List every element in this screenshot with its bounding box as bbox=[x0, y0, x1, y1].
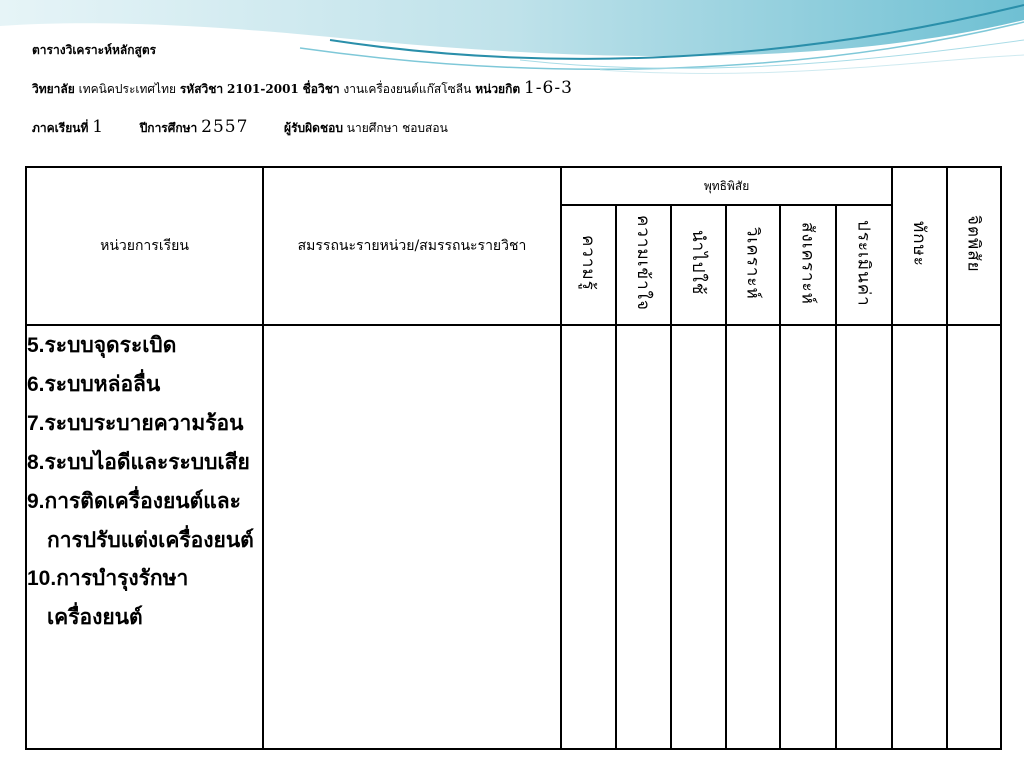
cell-application bbox=[671, 325, 726, 749]
cell-synthesis bbox=[780, 325, 836, 749]
college-label: วิทยาลัย bbox=[32, 82, 75, 96]
list-item: 10.การบำรุงรักษาเครื่องยนต์ bbox=[27, 566, 189, 629]
semester-label: ภาคเรียนที่ bbox=[32, 121, 89, 135]
header-cognitive-domain: พุทธิพิสัย bbox=[561, 167, 892, 205]
list-item: 5.ระบบจุดระเบิด bbox=[27, 333, 177, 357]
list-item: 8.ระบบไอดีและระบบเสีย bbox=[27, 450, 250, 474]
list-item: 9.การติดเครื่องยนต์และการปรับแต่งเครื่องยนต์ bbox=[27, 489, 254, 552]
units-cell bbox=[26, 325, 263, 749]
college-value: เทคนิคประเทศไทย bbox=[78, 82, 177, 96]
subject-label: ชื่อวิชา bbox=[302, 82, 340, 96]
header-sub-application: นำไปใช้ bbox=[671, 205, 726, 325]
cell-understanding bbox=[616, 325, 671, 749]
year-label: ปีการศึกษา bbox=[139, 121, 198, 135]
header-sub-understanding: ความเข้าใจ bbox=[616, 205, 671, 325]
cell-knowledge bbox=[561, 325, 616, 749]
year-value: 2557 bbox=[201, 117, 249, 137]
header-sub-analysis: วิเคราะห์ bbox=[726, 205, 780, 325]
responsible-value: นายศึกษา ชอบสอน bbox=[346, 121, 448, 135]
credit-label: หน่วยกิต bbox=[475, 82, 521, 96]
credit-value: 1-6-3 bbox=[523, 78, 573, 98]
header-sub-knowledge: ความรู้ bbox=[561, 205, 616, 325]
responsible-label: ผู้รับผิดชอบ bbox=[284, 121, 343, 135]
header-sub-evaluation: ประเมินค่า bbox=[836, 205, 892, 325]
semester-info-line bbox=[32, 117, 448, 138]
list-item: 7.ระบบระบายความร้อน bbox=[27, 411, 244, 435]
cell-attitude bbox=[947, 325, 1001, 749]
list-item: 6.ระบบหล่อลื่น bbox=[27, 372, 161, 396]
header-skill bbox=[892, 167, 947, 325]
header-skill-label: ทักษะ bbox=[909, 221, 930, 267]
header-attitude-label: จิตพิสัย bbox=[963, 215, 984, 273]
curriculum-analysis-table bbox=[25, 166, 1002, 750]
header-attitude bbox=[947, 167, 1001, 325]
page-title: ตารางวิเคราะห์หลักสูตร bbox=[32, 43, 157, 57]
semester-value: 1 bbox=[92, 117, 105, 137]
competency-cell bbox=[263, 325, 561, 749]
header-competency: สมรรถนะรายหน่วย/สมรรถนะรายวิชา bbox=[263, 167, 561, 325]
cell-analysis bbox=[726, 325, 780, 749]
header-sub-synthesis: สังเคราะห์ bbox=[780, 205, 836, 325]
course-info-line bbox=[32, 78, 573, 99]
code-label: รหัสวิชา bbox=[179, 82, 224, 96]
code-value: 2101-2001 bbox=[227, 82, 299, 96]
header-units: หน่วยการเรียน bbox=[26, 167, 263, 325]
cell-skill bbox=[892, 325, 947, 749]
subject-value: งานเครื่องยนต์แก๊สโซลีน bbox=[343, 82, 472, 96]
cell-evaluation bbox=[836, 325, 892, 749]
